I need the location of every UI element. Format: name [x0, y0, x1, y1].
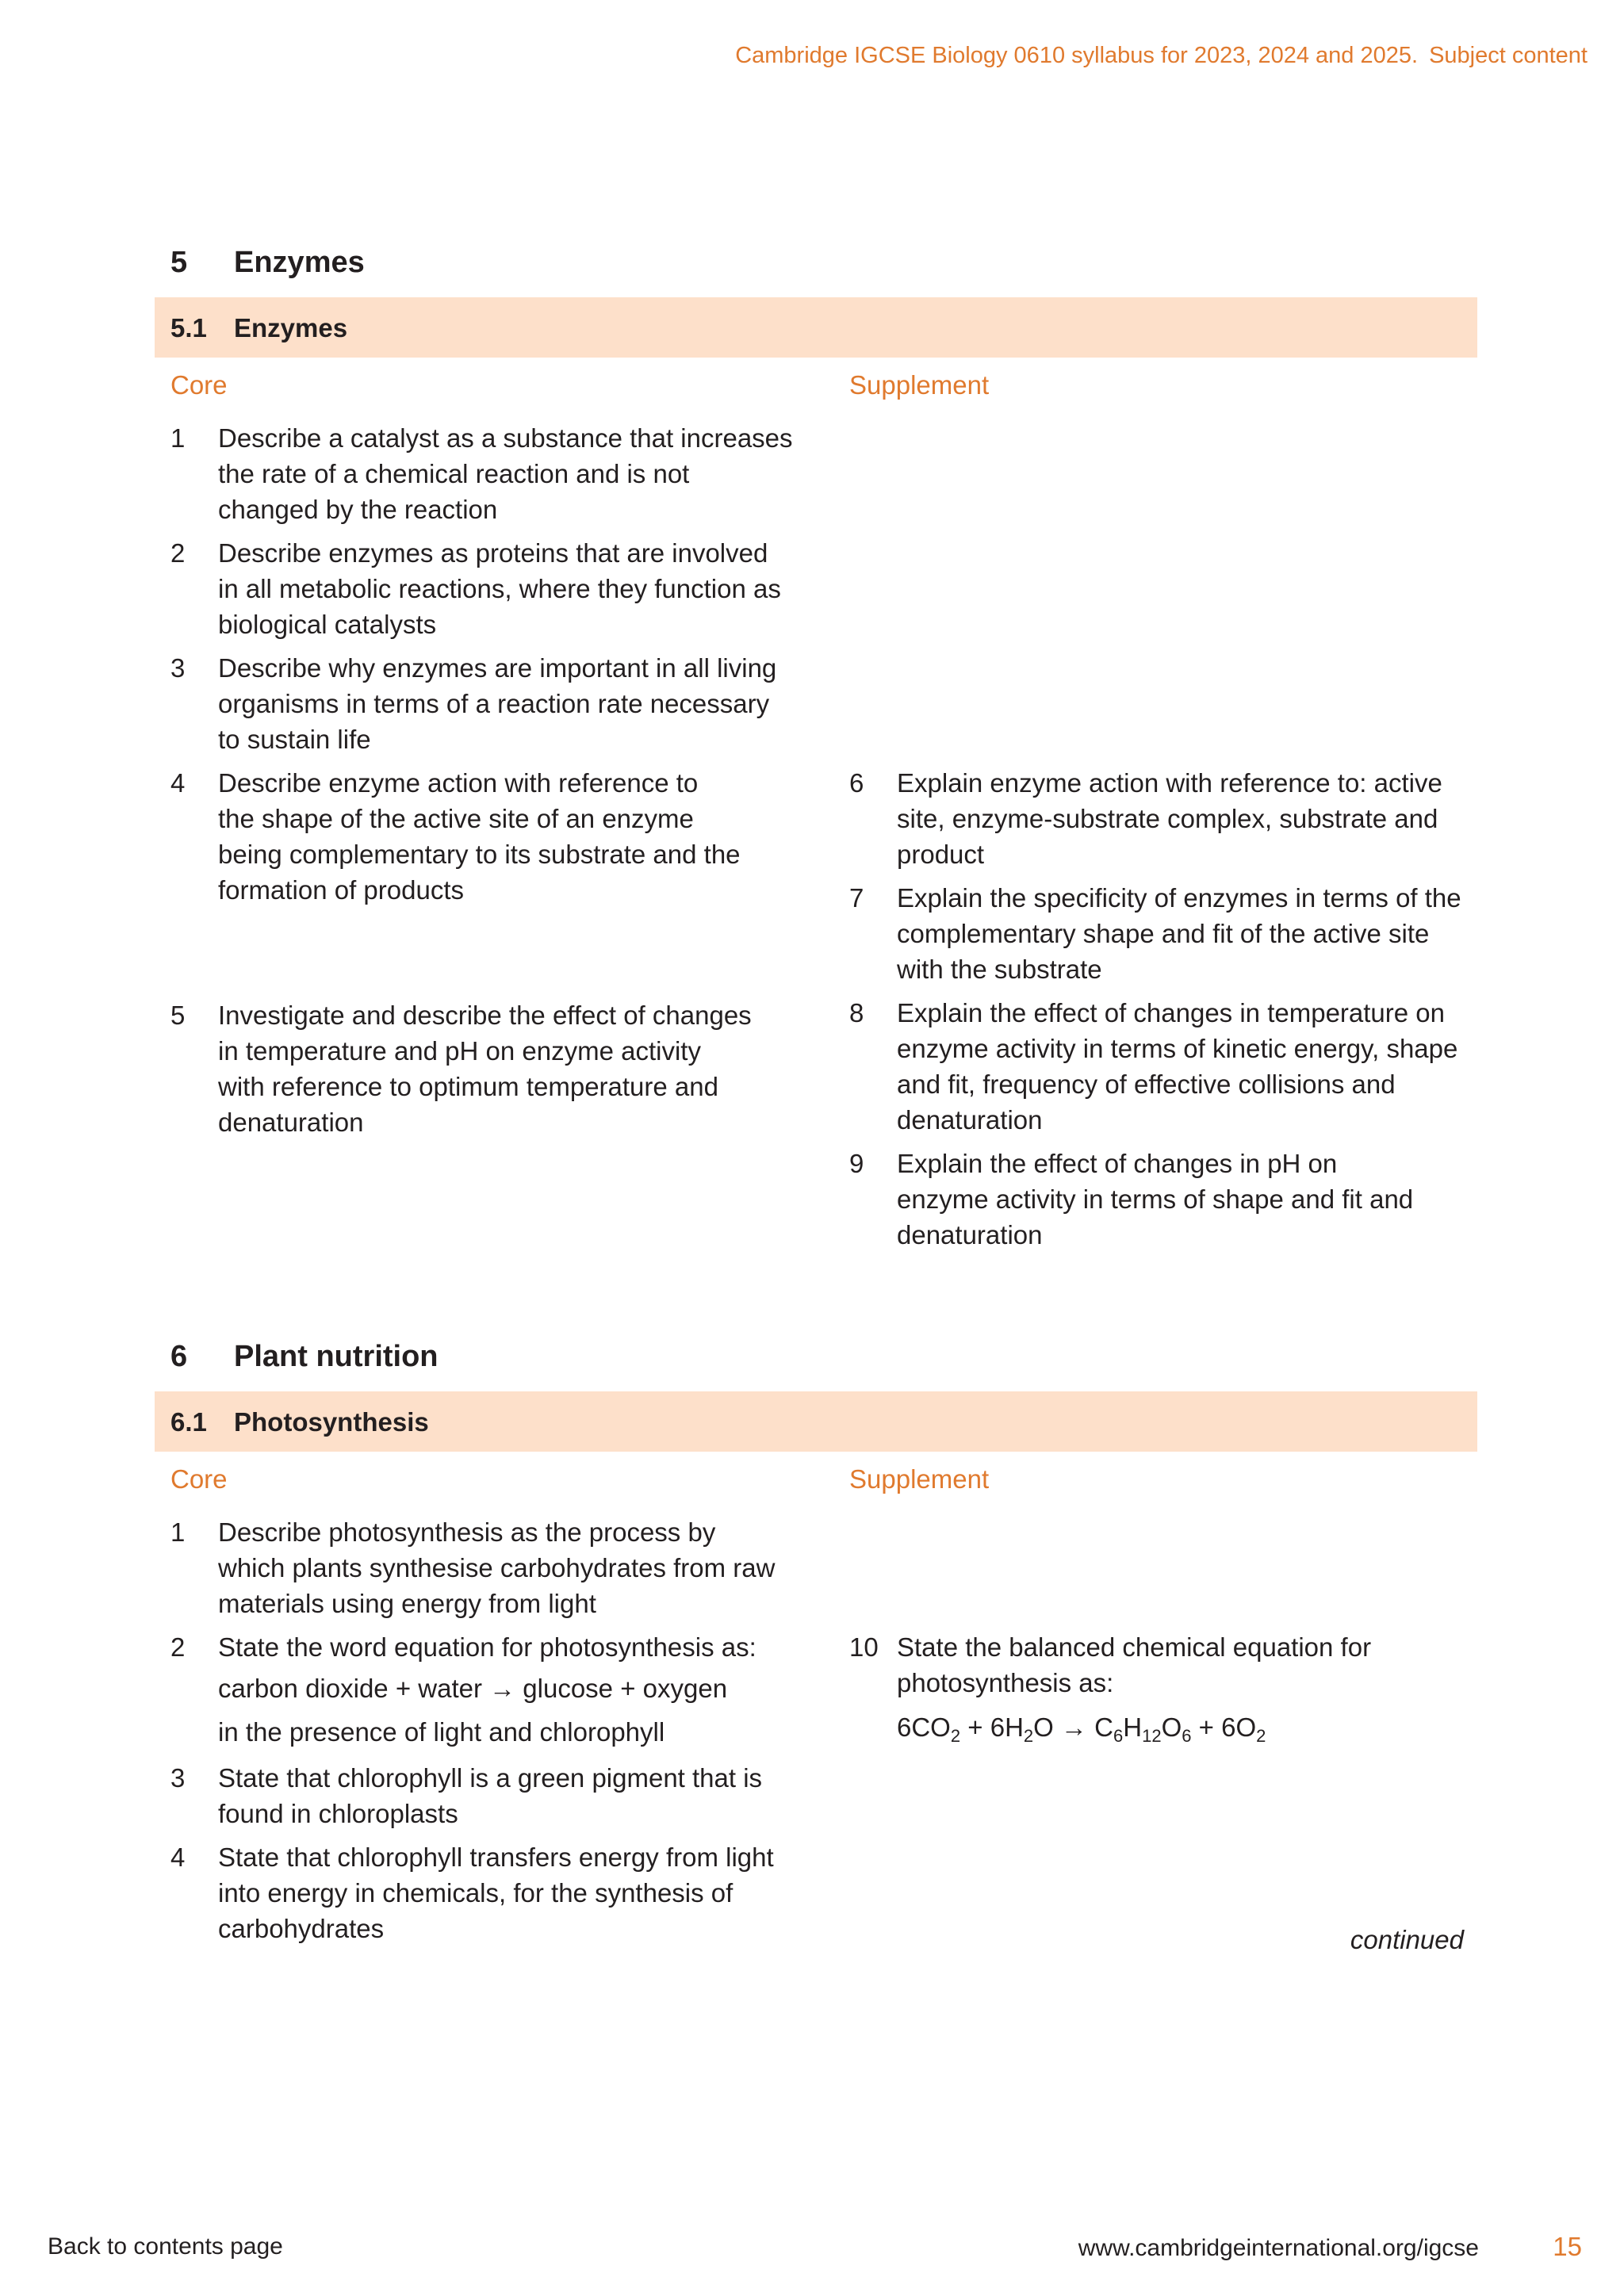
word-equation-condition: in the presence of light and chlorophyll: [218, 1717, 665, 1747]
section-heading-plant-nutrition: 6 Plant nutrition: [170, 1340, 439, 1373]
core-column-header: Core: [170, 1464, 228, 1494]
back-to-contents-link[interactable]: Back to contents page: [48, 2233, 283, 2260]
subtopic-bar-enzymes: 5.1 Enzymes: [155, 297, 1477, 358]
section-label: Subject content: [1429, 43, 1588, 68]
running-header: [735, 43, 1588, 69]
supplement-column-header: Supplement: [849, 370, 990, 400]
word-equation: carbon dioxide + water → glucose + oxygen: [218, 1674, 728, 1703]
website-url[interactable]: www.cambridgeinternational.org/igcse: [1078, 2235, 1479, 2261]
continued-note: continued: [1350, 1925, 1464, 1954]
document-title: Cambridge IGCSE Biology 0610 syllabus for 2023, 2024 and 2025.: [735, 43, 1419, 68]
section-heading-enzymes: 5 Enzymes: [170, 246, 365, 279]
chemical-equation: $6CO_2 + 6H_2O \to C_6H_{12}O_6 + 6O_2$: [897, 1712, 1266, 1746]
core-column-header: Core: [170, 370, 228, 400]
subtopic-bar-photosynthesis: 6.1 Photosynthesis: [155, 1391, 1477, 1452]
supplement-column-header: Supplement: [849, 1464, 990, 1494]
page-number: 15: [1553, 2232, 1582, 2261]
